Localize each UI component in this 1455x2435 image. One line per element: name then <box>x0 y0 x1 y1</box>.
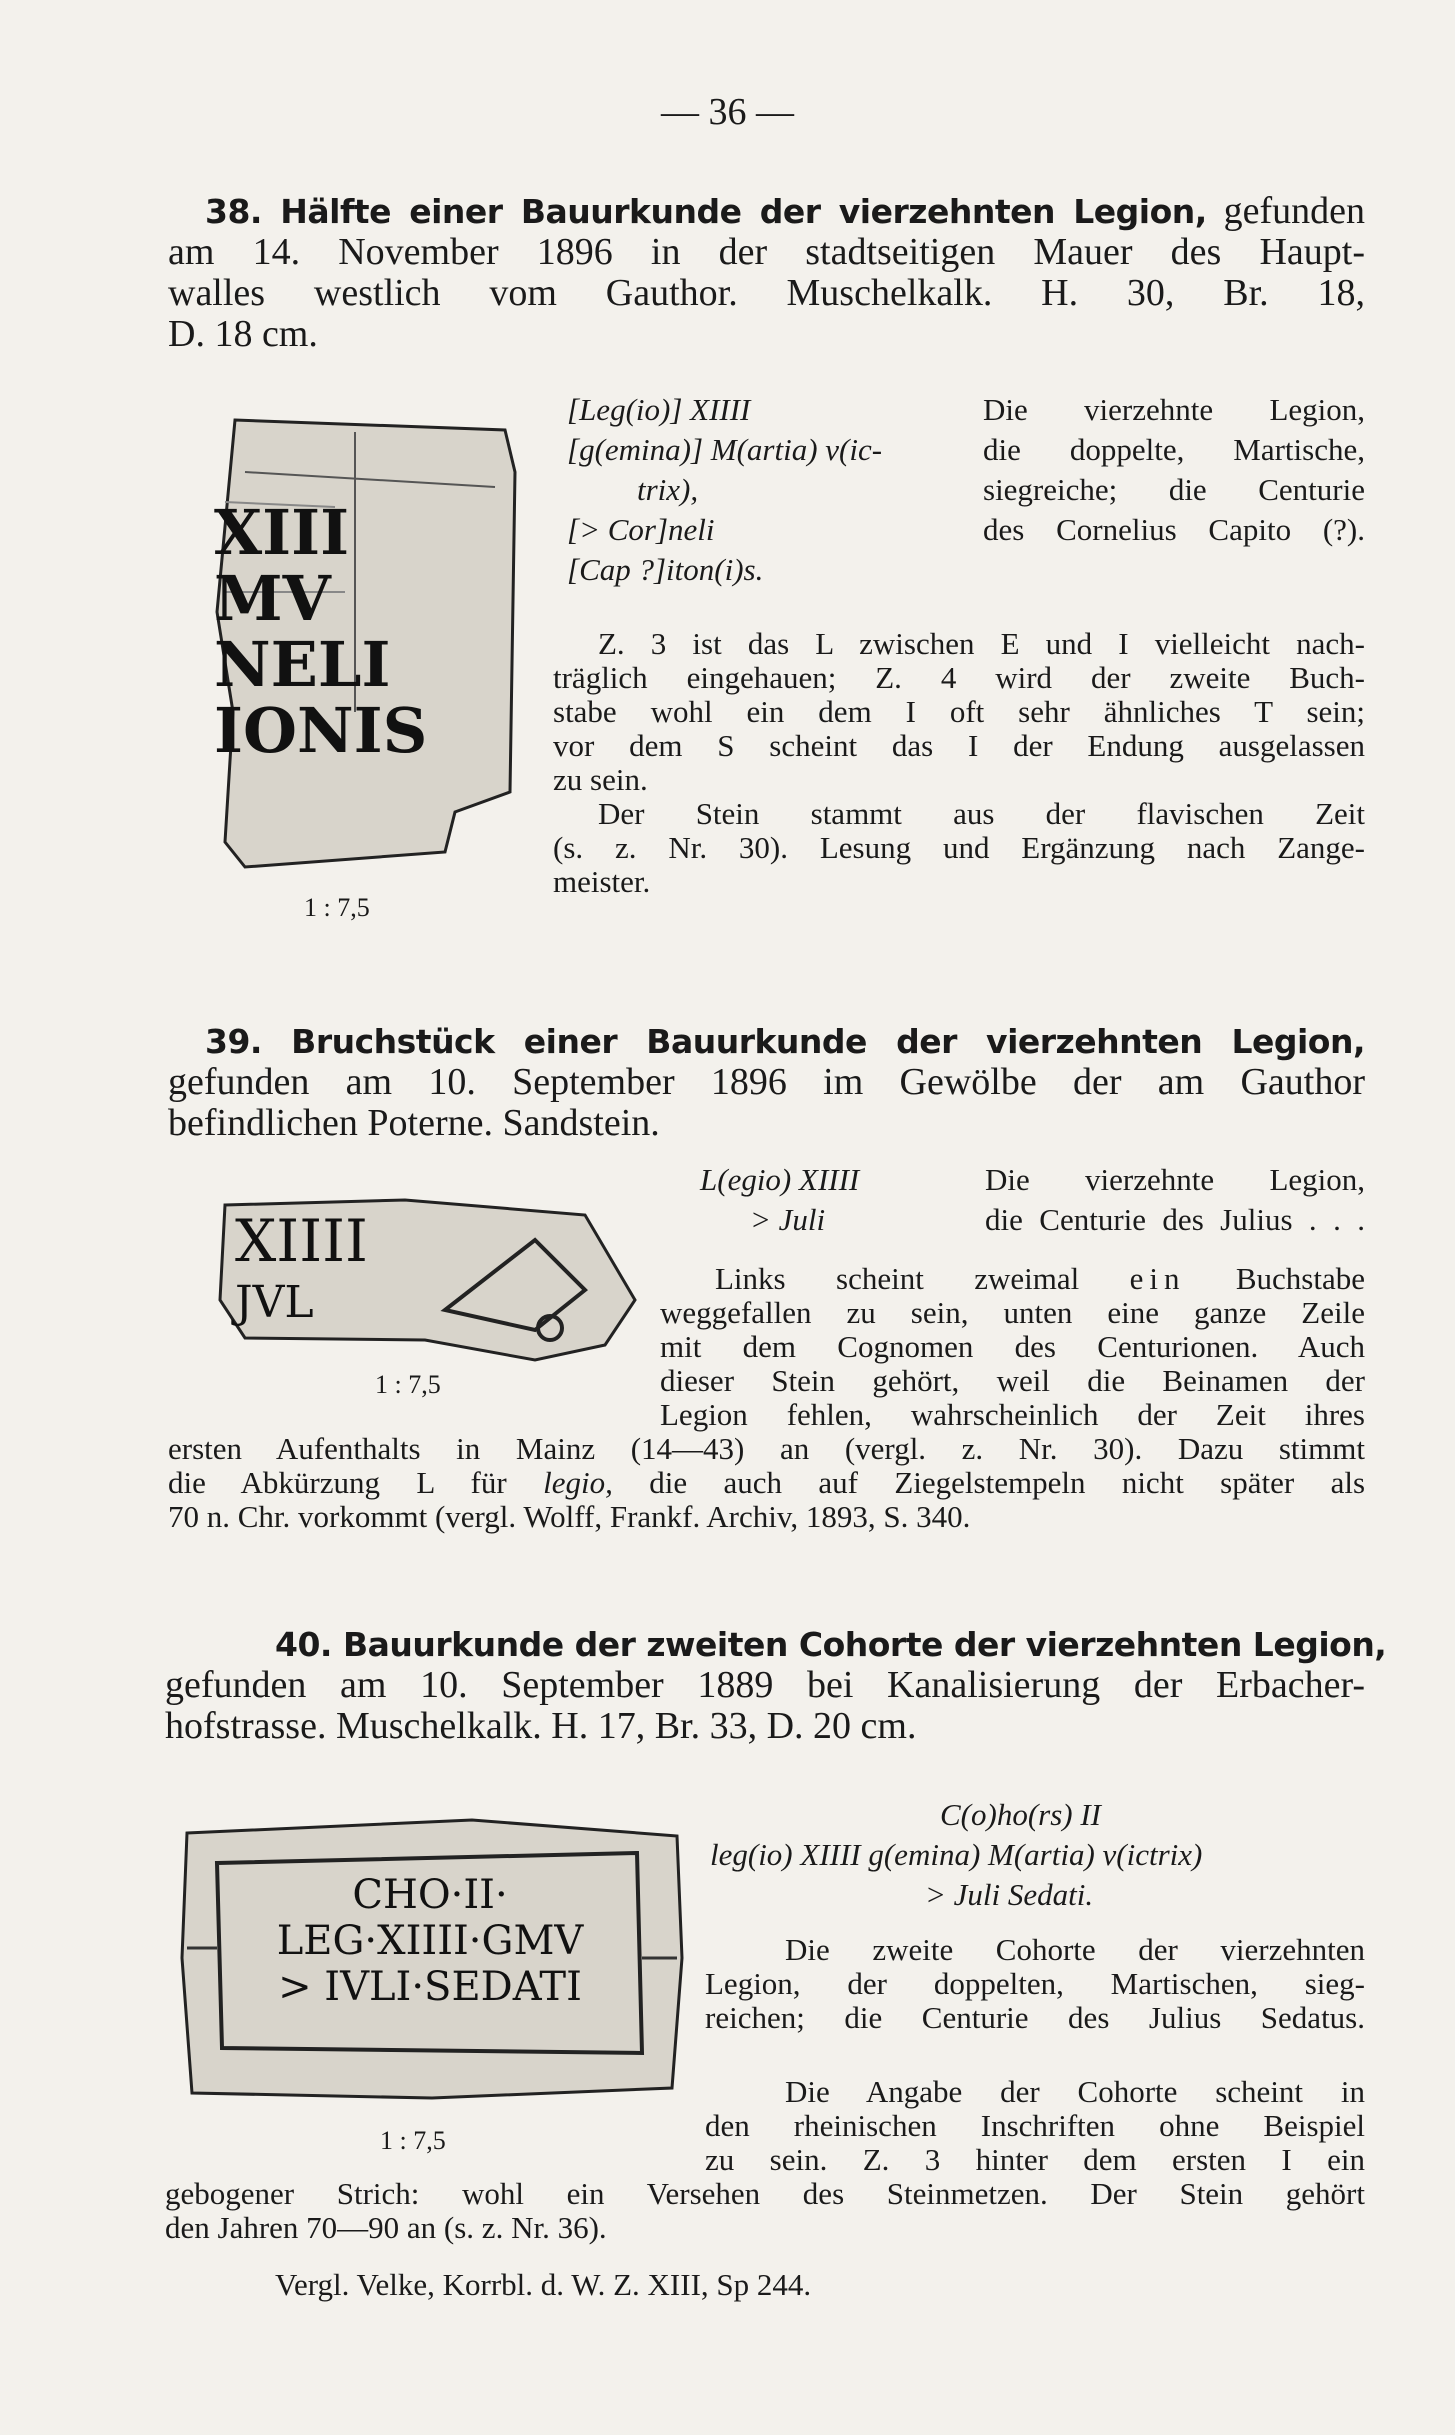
stone-40-lettering <box>240 1872 620 2010</box>
note-line: Die Angabe der Cohorte scheint in <box>785 2074 1365 2109</box>
inscription-40-german <box>705 1933 1365 2035</box>
note-line: 70 n. Chr. vorkommt (vergl. Wolff, Frankf. Archiv, 1893, S. 340. <box>168 1499 971 1534</box>
latin-line: [Cap ?]iton(i)s. <box>567 552 764 587</box>
note-line: zu sein. <box>553 762 648 797</box>
entry-38-intro-tail: gefunden <box>1223 190 1366 232</box>
stone-38-lettering <box>214 496 428 767</box>
notes-40 <box>705 2075 1365 2177</box>
stone-40-line: LEG·XIIII·GMV <box>276 1918 584 1964</box>
entry-38-heading: 38. Hälfte einer Bauurkunde der vierzehnten Legion, <box>205 192 1207 231</box>
german-line: Legion, der doppelten, Martischen, sieg- <box>705 1966 1365 2001</box>
entry-39-heading-line <box>205 1022 1365 1061</box>
note-line: vor dem S scheint das I der Endung ausgelassen <box>553 728 1365 763</box>
note-line: (s. z. Nr. 30). Lesung und Ergänzung nach Zange- <box>553 830 1365 865</box>
scale-40: 1 : 7,5 <box>380 2126 446 2155</box>
stone-39-lettering <box>235 1207 368 1334</box>
latin-line: leg(io) XIIII g(emina) M(artia) v(ictrix) <box>710 1837 1203 1872</box>
reference-40: Vergl. Velke, Korrbl. d. W. Z. XIII, Sp 244. <box>275 2267 812 2302</box>
note-line: den rheinischen Inschriften ohne Beispiel <box>705 2108 1365 2143</box>
notes-39 <box>660 1262 1365 1432</box>
stone-38-line: MV <box>214 562 331 635</box>
latin-line: L(egio) XIIII <box>700 1162 860 1197</box>
entry-40-intro-line: gefunden am 10. September 1889 bei Kanalisierung der Erbacher- <box>165 1664 1365 1706</box>
inscription-38-latin <box>567 390 882 590</box>
german-line: Die vierzehnte Legion, <box>985 1162 1365 1197</box>
latin-line: > Juli Sedati. <box>925 1877 1094 1912</box>
note-line: Z. 3 ist das L zwischen E und I vielleicht nach- <box>598 626 1365 661</box>
stone-38-line: XIII <box>214 496 350 569</box>
german-line: reichen; die Centurie des Julius Sedatus. <box>705 2000 1365 2035</box>
note-line: Links scheint zweimal ein Buchstabe <box>715 1261 1365 1296</box>
note-line: den Jahren 70—90 an (s. z. Nr. 36). <box>165 2210 607 2245</box>
inscription-39-german <box>985 1160 1365 1240</box>
entry-39-intro-line: befindlichen Poterne. Sandstein. <box>168 1102 660 1144</box>
german-line: die doppelte, Martische, <box>983 432 1365 467</box>
german-line: des Cornelius Capito (?). <box>983 512 1365 547</box>
note-line: träglich eingehauen; Z. 4 wird der zweite Buch- <box>553 660 1365 695</box>
entry-40-heading-line <box>275 1625 1387 1664</box>
entry-38-intro-line: walles westlich vom Gauthor. Muschelkalk. H. 30, Br. 18, <box>168 272 1365 314</box>
german-line: Die vierzehnte Legion, <box>983 392 1365 427</box>
notes-38 <box>553 627 1365 899</box>
latin-line: trix), <box>637 472 699 507</box>
latin-line: [> Cor]neli <box>567 512 715 547</box>
entry-40-intro-line: hofstrasse. Muschelkalk. H. 17, Br. 33, D. 20 cm. <box>165 1705 917 1747</box>
page-number: — 36 — <box>661 91 794 133</box>
scale-39: 1 : 7,5 <box>375 1370 441 1399</box>
german-line: siegreiche; die Centurie <box>983 472 1365 507</box>
note-line: dieser Stein gehört, weil die Beinamen der <box>660 1363 1365 1398</box>
note-line: mit dem Cognomen des Centurionen. Auch <box>660 1329 1365 1364</box>
entry-38-intro-line: am 14. November 1896 in der stadtseitigen Mauer des Haupt- <box>168 231 1365 273</box>
note-line: Der Stein stammt aus der flavischen Zeit <box>598 796 1365 831</box>
note-line: gebogener Strich: wohl ein Versehen des Steinmetzen. Der Stein gehört <box>165 2176 1365 2211</box>
note-line: die Abkürzung L für legio, die auch auf Ziegelstempeln nicht später als <box>168 1465 1366 1500</box>
inscription-40-latin <box>710 1795 1202 1915</box>
stone-38-line: IONIS <box>214 694 428 767</box>
stone-39-line: XIIII <box>235 1207 368 1275</box>
entry-38-heading-line <box>205 192 1365 231</box>
stone-39-line: JVL <box>235 1277 314 1328</box>
latin-line: C(o)ho(rs) II <box>940 1797 1101 1832</box>
stone-40-line: > IVLI·SEDATI <box>278 1964 582 2010</box>
notes-40-full <box>165 2177 1365 2245</box>
stone-38-line: NELI <box>214 628 391 701</box>
entry-40-heading: 40. Bauurkunde der zweiten Cohorte der vierzehnten Legion, <box>275 1625 1387 1664</box>
inscription-38-german <box>983 390 1365 550</box>
note-line: zu sein. Z. 3 hinter dem ersten I ein <box>705 2142 1365 2177</box>
stone-40-line: CHO·II· <box>352 1872 508 1918</box>
german-line: Die zweite Cohorte der vierzehnten <box>785 1932 1365 1967</box>
entry-38-intro-line: D. 18 cm. <box>168 313 318 355</box>
scale-38: 1 : 7,5 <box>304 893 370 922</box>
entry-39-heading: 39. Bruchstück einer Bauurkunde der vierzehnten Legion, <box>205 1022 1365 1061</box>
note-line: stabe wohl ein dem I oft sehr ähnliches T sein; <box>553 694 1365 729</box>
notes-39-full <box>168 1432 1365 1534</box>
entry-39-intro-line: gefunden am 10. September 1896 im Gewölbe der am Gauthor <box>168 1061 1365 1103</box>
latin-line: > Juli <box>750 1202 826 1237</box>
latin-line: [g(emina)] M(artia) v(ic- <box>567 432 883 467</box>
note-line: weggefallen zu sein, unten eine ganze Zeile <box>660 1295 1365 1330</box>
latin-line: [Leg(io)] XIIII <box>567 392 751 427</box>
inscription-39-latin <box>700 1160 859 1240</box>
german-line: die Centurie des Julius . . . <box>985 1202 1365 1237</box>
note-line: Legion fehlen, wahrscheinlich der Zeit ihres <box>660 1397 1365 1432</box>
note-line: ersten Aufenthalts in Mainz (14—43) an (vergl. z. Nr. 30). Dazu stimmt <box>168 1431 1365 1466</box>
note-line: meister. <box>553 864 651 899</box>
